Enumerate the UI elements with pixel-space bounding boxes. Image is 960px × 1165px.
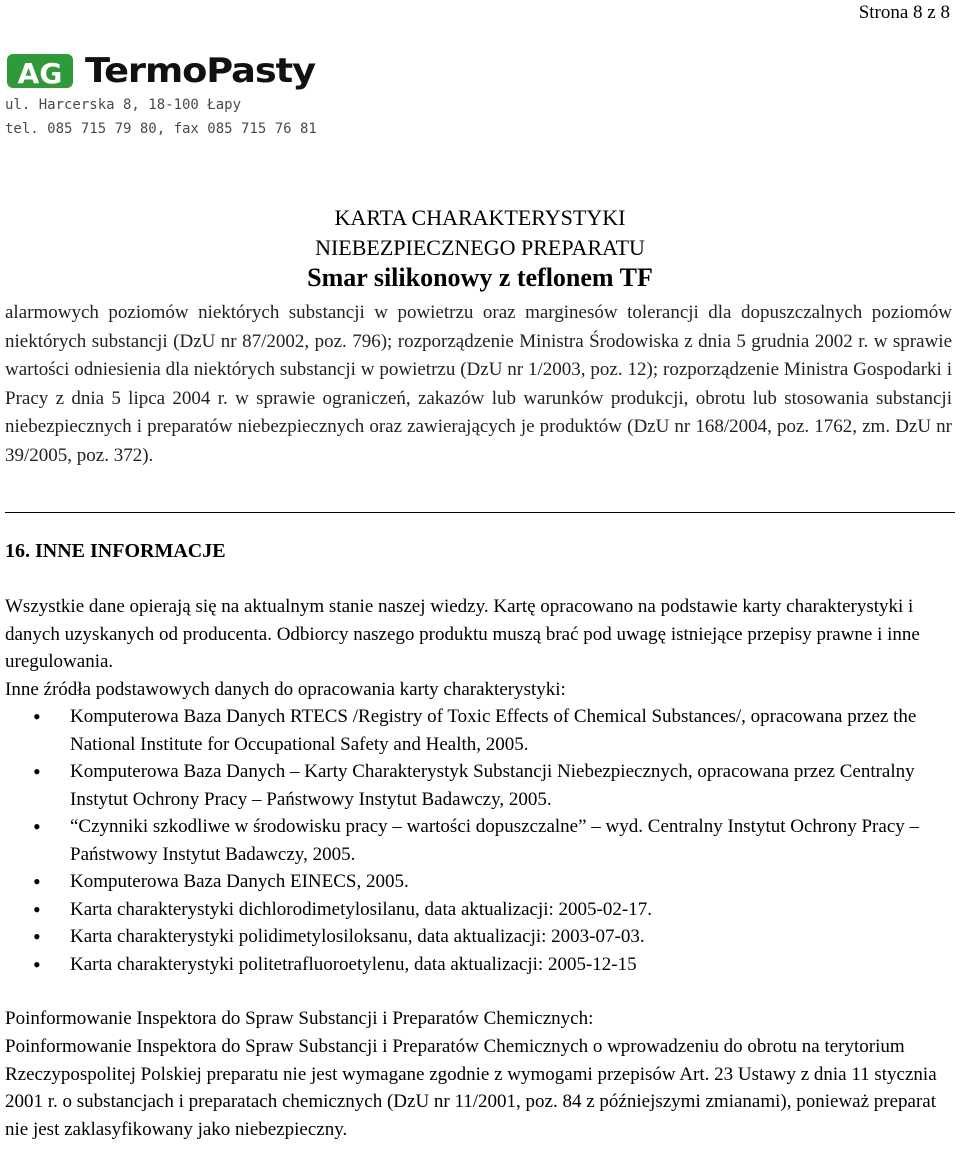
list-item: • “Czynniki szkodliwe w środowisku pracy – wartości dopuszczalne” – wyd. Centralny Instytut Ochrony Pracy – Państwowy Instytut Badawczy, 2005. <box>5 813 955 868</box>
inspector-text: Poinformowanie Inspektora do Spraw Substancji i Preparatów Chemicznych o wprowadzeniu do obrotu na terytorium Rzeczypospolitej Polskiej preparatu nie jest wymagane zgodnie z wymogami przepisów Art. 23 Ustawy z dnia 11 stycznia 2001 r. o substancjach i preparatach chemicznych (DzU nr 11/2001, poz. 84 z późniejszymi zmianami), ponieważ preparat nie jest zaklasyfikowany jako niebezpieczny. <box>5 1035 937 1141</box>
section-divider <box>5 512 955 513</box>
list-item: • Komputerowa Baza Danych – Karty Charakterystyk Substancji Niebezpiecznych, opracowana przez Centralny Instytut Ochrony Pracy – Państwowy Instytut Badawczy, 2005. <box>5 758 955 813</box>
list-item: • Karta charakterystyki polidimetylosiloksanu, data aktualizacji: 2003-07-03. <box>5 923 955 951</box>
section-16-body <box>5 593 955 978</box>
inspector-notice <box>5 1005 955 1144</box>
company-address: ul. Harcerska 8, 18-100 Łapy <box>5 97 242 113</box>
list-item: • Karta charakterystyki politetrafluoroetylenu, data aktualizacji: 2005-12-15 <box>5 951 955 979</box>
product-name: Smar silikonowy z teflonem TF <box>307 263 653 292</box>
section-16-heading: 16. INNE INFORMACJE <box>5 540 226 562</box>
list-item: • Karta charakterystyki dichlorodimetylosilanu, data aktualizacji: 2005-02-17. <box>5 896 955 924</box>
list-item: • Komputerowa Baza Danych RTECS /Registry of Toxic Effects of Chemical Substances/, opracowana przez the National Institute for Occupational Safety and Health, 2005. <box>5 703 955 758</box>
intro-paragraph: Wszystkie dane opierają się na aktualnym stanie naszej wiedzy. Kartę opracowano na podstawie karty charakterystyki i danych uzyskanych od producenta. Odbiorcy naszego produktu muszą brać pod uwagę istniejące przepisy prawne i inne uregulowania. <box>5 596 920 672</box>
doc-title-line2: NIEBEZPIECZNEGO PREPARATU <box>315 235 645 260</box>
ag-logo-icon <box>5 50 75 92</box>
company-logo <box>5 49 315 93</box>
brand-name: TermoPasty <box>85 51 315 91</box>
list-item: • Komputerowa Baza Danych EINECS, 2005. <box>5 868 955 896</box>
sources-list <box>5 703 955 978</box>
page-number: Strona 8 z 8 <box>858 2 950 23</box>
logo-letters: AG <box>17 57 63 90</box>
doc-title-line1: KARTA CHARAKTERYSTYKI <box>334 205 626 230</box>
company-phone: tel. 085 715 79 80, fax 085 715 76 81 <box>5 121 317 137</box>
inspector-heading: Poinformowanie Inspektora do Spraw Substancji i Preparatów Chemicznych: <box>5 1008 594 1029</box>
continuation-paragraph: alarmowych poziomów niektórych substancji w powietrzu oraz marginesów tolerancji dla dopuszczalnych poziomów niektórych substancji (DzU nr 87/2002, poz. 796); rozporządzenie Ministra Środowiska z dnia 5 grudnia 2002 r. w sprawie wartości odniesienia dla niektórych substancji w powietrzu (DzU nr 1/2003, poz. 12); rozporządzenie Ministra Gospodarki i Pracy z dnia 5 lipca 2004 r. w sprawie ograniczeń, zakazów lub warunków produkcji, obrotu lub stosowania substancji niebezpiecznych i preparatów niebezpiecznych oraz zawierających je produktów (DzU nr 168/2004, poz. 1762, zm. DzU nr 39/2005, poz. 372). <box>5 302 952 466</box>
sources-intro: Inne źródła podstawowych danych do opracowania karty charakterystyki: <box>5 678 566 700</box>
